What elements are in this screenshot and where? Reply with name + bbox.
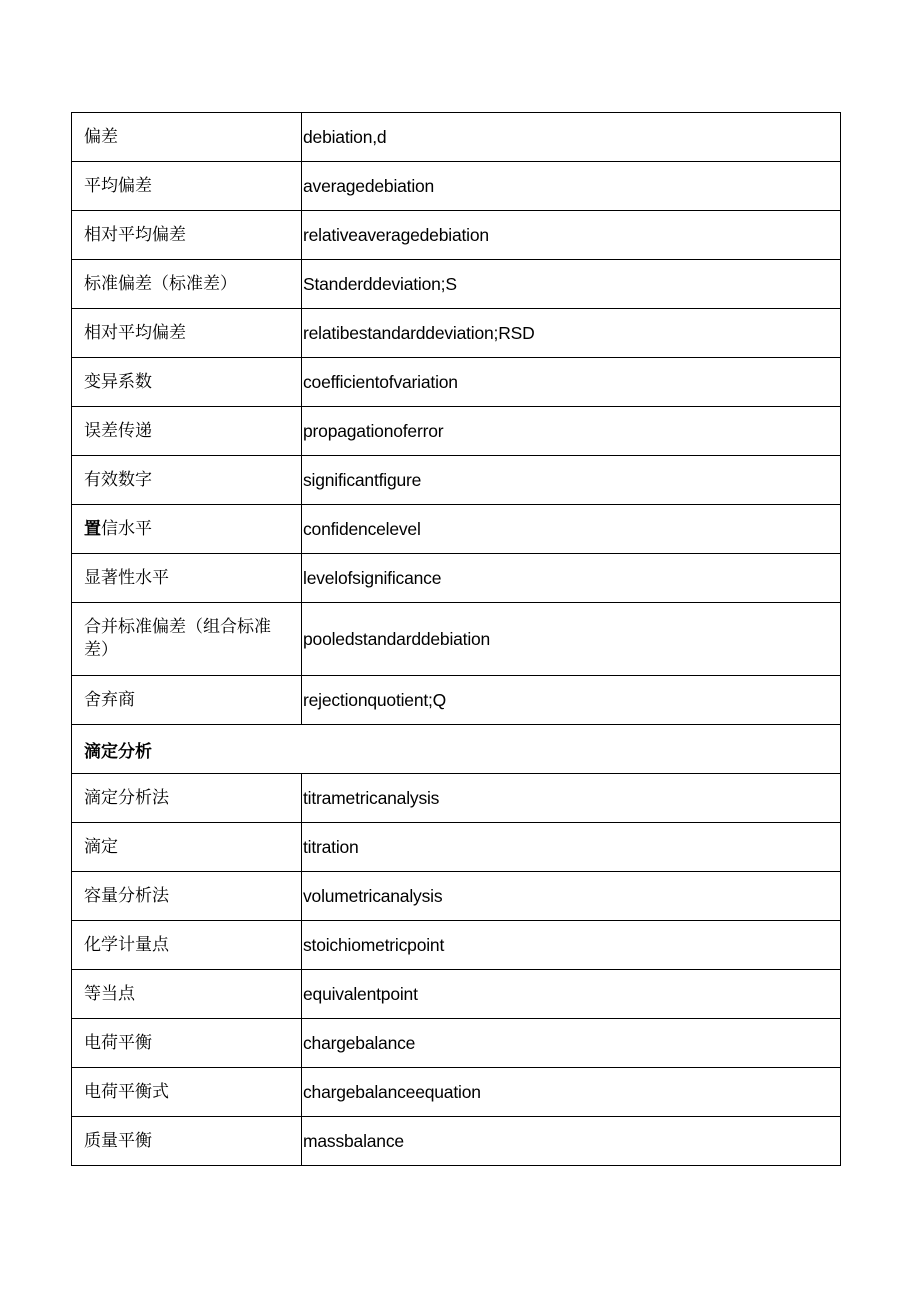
term-chinese: 平均偏差 [72,162,302,211]
table-row [72,113,841,162]
term-chinese: 化学计量点 [72,921,302,970]
term-english: coefficientofvariation [302,358,841,407]
table-row [72,260,841,309]
term-chinese: 质量平衡 [72,1117,302,1166]
term-english: averagedebiation [302,162,841,211]
term-chinese: 滴定分析法 [72,774,302,823]
term-chinese: 相对平均偏差 [72,309,302,358]
table-row [72,407,841,456]
table-row [72,603,841,676]
table-row [72,676,841,725]
term-english: titration [302,823,841,872]
table-row [72,211,841,260]
term-chinese: 合并标准偏差（组合标准差） [72,603,302,676]
table-row [72,1019,841,1068]
section-title: 滴定分析 [72,725,841,774]
term-chinese: 标准偏差（标准差） [72,260,302,309]
term-chinese: 滴定 [72,823,302,872]
term-english: debiation,d [302,113,841,162]
table-row [72,921,841,970]
term-chinese: 容量分析法 [72,872,302,921]
term-english: equivalentpoint [302,970,841,1019]
table-row [72,970,841,1019]
term-chinese: 相对平均偏差 [72,211,302,260]
term-chinese-rest: 信水平 [101,518,152,539]
term-english: stoichiometricpoint [302,921,841,970]
term-chinese: 有效数字 [72,456,302,505]
term-chinese: 舍弃商 [72,676,302,725]
term-chinese: 电荷平衡 [72,1019,302,1068]
table-row [72,1068,841,1117]
table-row [72,554,841,603]
term-english: volumetricanalysis [302,872,841,921]
term-english: confidencelevel [302,505,841,554]
table-row [72,505,841,554]
term-english: levelofsignificance [302,554,841,603]
table-row [72,358,841,407]
term-english: chargebalance [302,1019,841,1068]
term-english: titrametricanalysis [302,774,841,823]
table-row [72,162,841,211]
term-english: Standerddeviation;S [302,260,841,309]
table-row [72,774,841,823]
term-english: significantfigure [302,456,841,505]
term-english: relativeaveragedebiation [302,211,841,260]
table-row [72,309,841,358]
term-chinese [72,505,302,554]
term-english: chargebalanceequation [302,1068,841,1117]
table-row [72,456,841,505]
term-chinese-bold-char: 置 [84,518,101,539]
term-chinese: 等当点 [72,970,302,1019]
term-chinese: 误差传递 [72,407,302,456]
term-english: relatibestandarddeviation;RSD [302,309,841,358]
term-chinese: 偏差 [72,113,302,162]
term-chinese: 显著性水平 [72,554,302,603]
term-english: massbalance [302,1117,841,1166]
table-row [72,1117,841,1166]
glossary-table [71,112,841,1166]
term-chinese: 电荷平衡式 [72,1068,302,1117]
term-chinese: 变异系数 [72,358,302,407]
term-english: pooledstandarddebiation [302,603,841,676]
term-english: rejectionquotient;Q [302,676,841,725]
term-english: propagationoferror [302,407,841,456]
table-row [72,872,841,921]
table-row [72,823,841,872]
section-header-row [72,725,841,774]
